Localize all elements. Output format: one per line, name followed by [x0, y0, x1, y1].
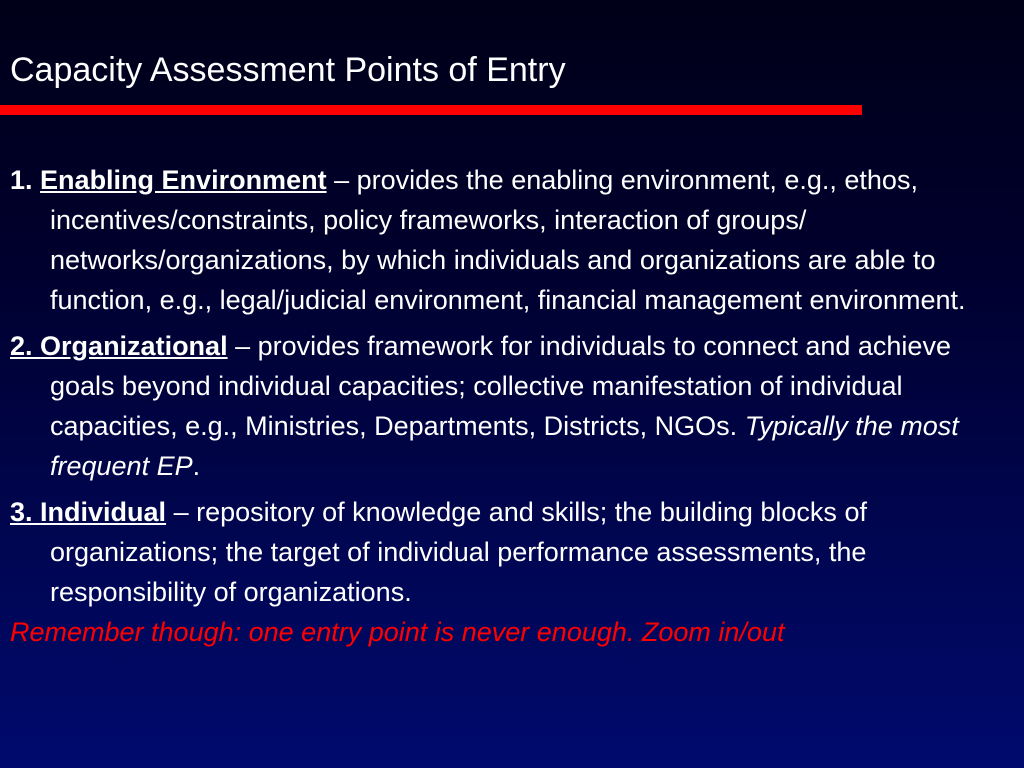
entry-point-item-individual: [10, 492, 1018, 612]
entry-points-list: [10, 160, 1018, 652]
item-heading: Organizational: [40, 331, 228, 361]
item-heading-with-number: [10, 497, 166, 527]
item-description: – repository of knowledge and skills; the building blocks of organizations; the target of individual performance assessments, the responsibility of organizations.: [50, 497, 867, 607]
closing-note: Remember though: one entry point is never enough. Zoom in/out: [10, 617, 785, 647]
title-underline-rule: [0, 105, 862, 115]
item-number: 1.: [10, 165, 33, 195]
item-number: 3.: [10, 497, 33, 527]
item-emphasis: Typically the most frequent EP: [50, 411, 959, 481]
item-heading: Individual: [40, 497, 167, 527]
slide-title: Capacity Assessment Points of Entry: [10, 51, 566, 89]
entry-point-item-enabling-environment: [10, 160, 1018, 320]
item-heading: Enabling Environment: [40, 165, 327, 195]
item-heading-with-number: [10, 331, 228, 361]
item-tail: .: [192, 451, 201, 481]
entry-point-item-organizational: [10, 326, 1018, 486]
item-description: – provides framework for individuals to connect and achieve goals beyond individual capacities; collective manifestation of individual capacities, e.g., Ministries, Departments, Districts, NGOs.: [50, 331, 951, 441]
item-number: 2.: [10, 331, 33, 361]
item-description: – provides the enabling environment, e.g., ethos, incentives/constraints, policy frameworks, interaction of groups/ networks/organizations, by which individuals and organizations are able to function, e.g., legal/judicial environment, financial management environment.: [50, 165, 966, 315]
